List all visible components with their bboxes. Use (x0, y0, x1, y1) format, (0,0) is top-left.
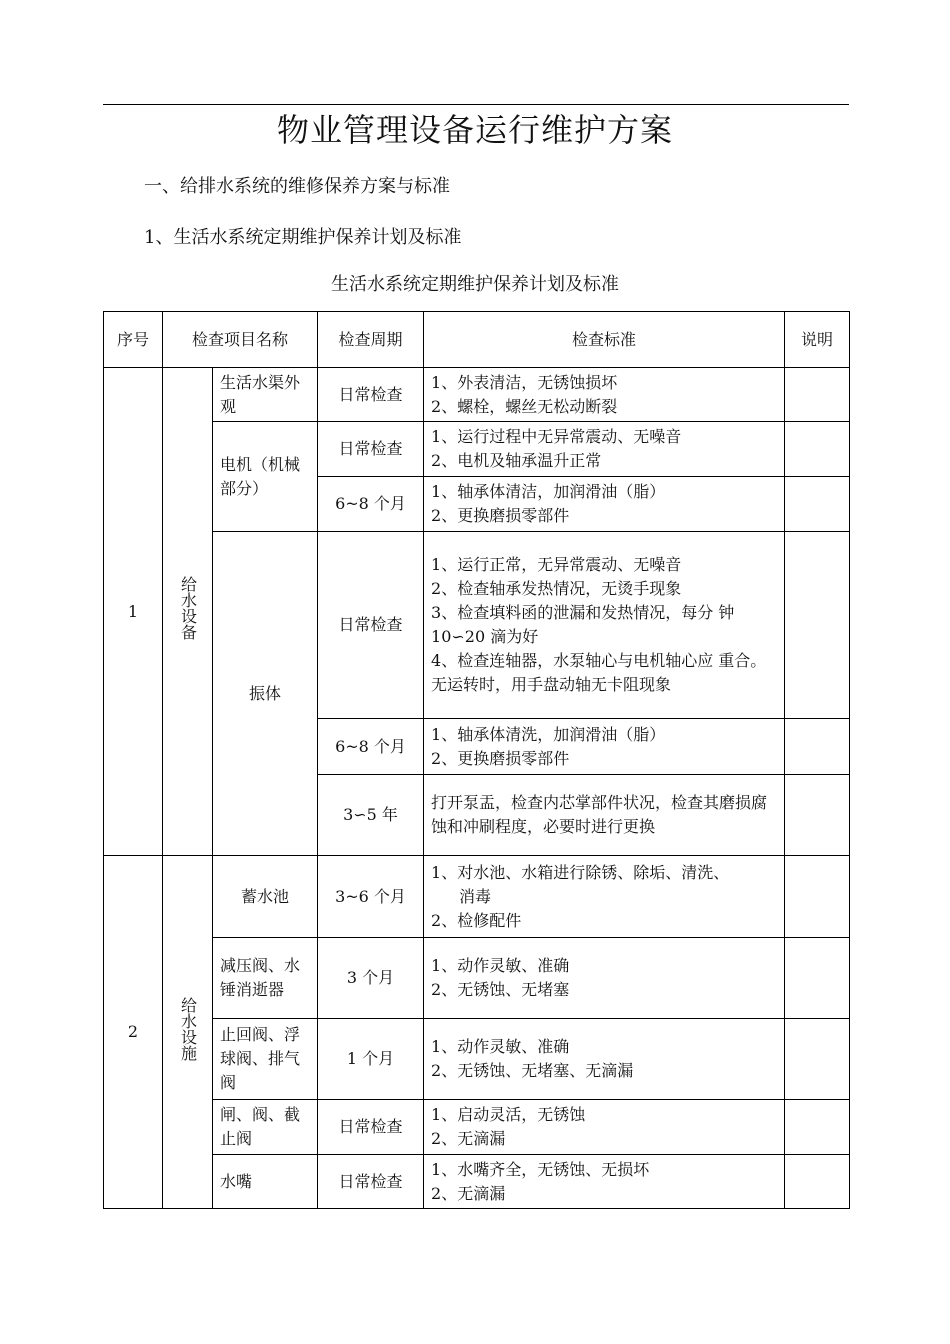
cycle-cell: 3 个月 (318, 938, 424, 1019)
table-row (104, 1019, 850, 1100)
note-cell (785, 719, 850, 775)
standard-cell (424, 775, 785, 856)
seq-cell: 2 (104, 856, 163, 1209)
table-row (104, 1100, 850, 1155)
table-row (104, 856, 850, 938)
cycle-cell: 日常检查 (318, 368, 424, 422)
category-label: 给水设施 (178, 996, 198, 1061)
document-title: 物业管理设备运行维护方案 (276, 111, 673, 149)
standard-cell (424, 422, 785, 477)
standard-line: 打开泵盂，检查内芯掌部件状况，检查其磨损腐蚀和冲刷程度，必要时进行更换 (431, 793, 768, 836)
note-cell (785, 1100, 850, 1155)
standard-line: 2、无锈蚀、无堵塞、无滴漏 (431, 1061, 634, 1080)
standard-line: 2、检查轴承发热情况，无烫手现象 (431, 579, 682, 598)
note-cell (785, 368, 850, 422)
table-row (104, 938, 850, 1019)
standard-line: 1、对水池、水箱进行除锈、除垢、清洗、 (431, 862, 730, 882)
standard-line: 4、检查连轴器，水泵轴心与电机轴心应 重合。无运转时，用手盘动轴无卡阻现象 (431, 651, 767, 694)
standard-line: 1、动作灵敏、准确 (431, 1037, 570, 1056)
note-cell (785, 775, 850, 856)
note-cell (785, 856, 850, 938)
cycle-cell: 1 个月 (318, 1019, 424, 1100)
standard-cell (424, 719, 785, 775)
item-cell: 减压阀、水锤消逝器 (213, 938, 318, 1019)
note-cell (785, 477, 850, 532)
table-caption: 生活水系统定期维护保养计划及标准 (331, 274, 619, 295)
category-cell (163, 856, 213, 1209)
header-cycle: 检查周期 (318, 312, 424, 368)
table-row (104, 422, 850, 477)
header-standard: 检查标准 (424, 312, 785, 368)
header-item: 检查项目名称 (163, 312, 318, 368)
standard-line: 1、外表清洁，无锈蚀损坏 (431, 372, 618, 392)
standard-line: 2、无滴漏 (431, 1129, 506, 1148)
note-cell (785, 938, 850, 1019)
standard-cell (424, 368, 785, 422)
cycle-cell: 日常检查 (318, 1155, 424, 1209)
cycle-cell: 日常检查 (318, 422, 424, 477)
standard-cell (424, 477, 785, 532)
standard-cell (424, 1100, 785, 1155)
item-cell: 止回阀、浮球阀、排气阀 (213, 1019, 318, 1100)
standard-line: 2、更换磨损零部件 (431, 506, 570, 525)
standard-line: 1、运行正常，无异常震动、无噪音 (431, 555, 682, 574)
cycle-cell: 6~8 个月 (318, 719, 424, 775)
cycle-cell: 3∽5 年 (318, 775, 424, 856)
standard-line: 2、无滴漏 (431, 1183, 506, 1203)
item-cell: 振体 (213, 532, 318, 856)
item-cell: 水嘴 (213, 1155, 318, 1209)
standard-cell (424, 938, 785, 1019)
note-cell (785, 532, 850, 719)
header-seq: 序号 (104, 312, 163, 368)
header-rule (103, 104, 849, 105)
note-cell (785, 422, 850, 477)
standard-line: 2、螺栓，螺丝无松动断裂 (431, 396, 618, 416)
subsection-heading-1-1: 1、生活水系统定期维护保养计划及标准 (144, 227, 462, 248)
standard-cell (424, 1155, 785, 1209)
category-cell (163, 368, 213, 856)
standard-line: 1、轴承体清洗，加润滑油（脂） (431, 724, 666, 744)
standard-line: 2、检修配件 (431, 910, 522, 930)
standard-line: 2、无锈蚀、无堵塞 (431, 980, 570, 999)
table-header-row (104, 312, 850, 368)
item-cell: 生活水渠外观 (213, 368, 318, 422)
item-cell: 闸、阀、截止阀 (213, 1100, 318, 1155)
maintenance-table (103, 311, 850, 1209)
cycle-cell: 6~8 个月 (318, 477, 424, 532)
header-note: 说明 (785, 312, 850, 368)
table-row (104, 532, 850, 719)
table-row (104, 1155, 850, 1209)
standard-cell (424, 532, 785, 719)
standard-line: 1、运行过程中无异常震动、无噪音 (431, 427, 682, 446)
standard-cell (424, 856, 785, 938)
standard-line: 1、轴承体清洁，加润滑油（脂） (431, 482, 666, 501)
standard-line: 消毒 (459, 886, 492, 906)
standard-line: 2、更换磨损零部件 (431, 748, 570, 768)
standard-line: 2、电机及轴承温升正常 (431, 451, 602, 470)
item-cell: 电机（机械部分） (213, 422, 318, 532)
note-cell (785, 1155, 850, 1209)
note-cell (785, 1019, 850, 1100)
seq-cell: 1 (104, 368, 163, 856)
standard-line: 1、启动灵活，无锈蚀 (431, 1105, 586, 1124)
table-row (104, 368, 850, 422)
section-heading-1: 一、给排水系统的维修保养方案与标准 (144, 176, 450, 197)
cycle-cell: 日常检查 (318, 532, 424, 719)
standard-cell (424, 1019, 785, 1100)
standard-line: 3、检查填料函的泄漏和发热情况，每分 钟10∽20 滴为好 (431, 603, 735, 646)
category-label: 给水设备 (178, 576, 198, 640)
cycle-cell: 日常检查 (318, 1100, 424, 1155)
standard-line: 1、水嘴齐全，无锈蚀、无损坏 (431, 1159, 650, 1179)
item-cell: 蓄水池 (213, 856, 318, 938)
cycle-cell: 3~6 个月 (318, 856, 424, 938)
standard-line: 1、动作灵敏、准确 (431, 956, 570, 975)
